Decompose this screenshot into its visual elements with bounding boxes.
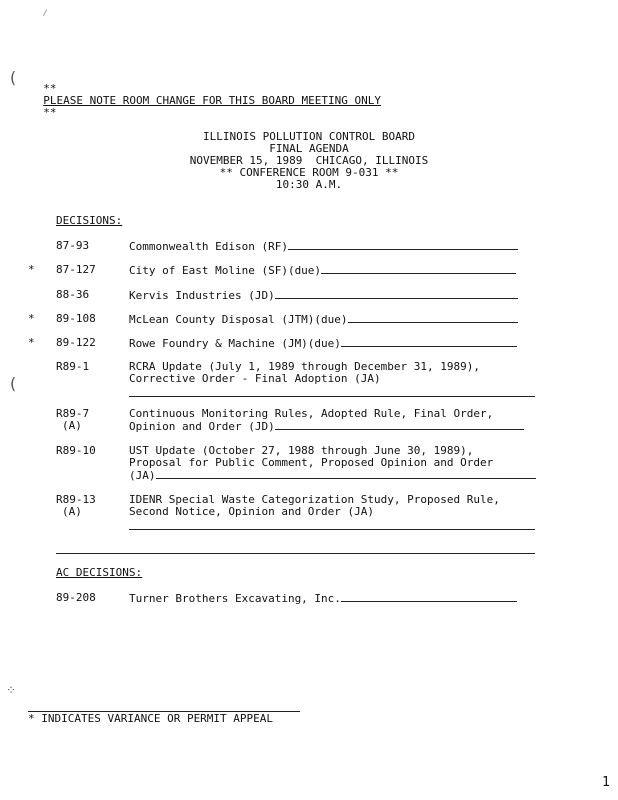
docket-description: City of East Moline (SF)(due) [129, 264, 516, 277]
scan-mark-top: ⁄ [42, 8, 49, 19]
docket-description: Rowe Foundry & Machine (JM)(due) [129, 337, 517, 350]
signature-line [129, 529, 535, 530]
docket-description-cont: Second Notice, Opinion and Order (JA) [129, 505, 375, 518]
docket-description: RCRA Update (July 1, 1989 through December 31, 1989), [129, 360, 480, 373]
docket-description: McLean County Disposal (JTM)(due) [129, 313, 518, 326]
docket-description: IDENR Special Waste Categorization Study, Proposed Rule, [129, 493, 500, 506]
notice-stars-left: ** [43, 82, 57, 95]
docket-sub: (A) [62, 505, 82, 518]
variance-star: * [28, 263, 35, 276]
docket-description: UST Update (October 27, 1988 through June 30, 1989), [129, 444, 474, 457]
docket-description-cont: (JA) [129, 469, 536, 482]
docket-number: R89-1 [56, 360, 90, 373]
docket-description: Continuous Monitoring Rules, Adopted Rule, Final Order, [129, 407, 494, 420]
docket-number: R89-10 [56, 444, 96, 457]
meeting-date-location: NOVEMBER 15, 1989 CHICAGO, ILLINOIS [189, 154, 429, 167]
notice-line [30, 71, 381, 119]
page-mark: 1 [602, 775, 610, 790]
room-change-notice: PLEASE NOTE ROOM CHANGE FOR THIS BOARD MEETING ONLY [43, 94, 382, 107]
scan-mark-left-2: ( [8, 374, 18, 393]
variance-star: * [28, 312, 35, 325]
docket-number: 87-93 [56, 239, 90, 252]
docket-number: 88-36 [56, 288, 90, 301]
docket-description-cont: Opinion and Order (JD) [129, 420, 524, 433]
docket-sub: (A) [62, 419, 82, 432]
scan-mark-left-1: ( [8, 68, 18, 87]
conference-room: ** CONFERENCE ROOM 9-031 ** [219, 166, 399, 179]
docket-number: R89-7 [56, 407, 90, 420]
board-name: ILLINOIS POLLUTION CONTROL BOARD [203, 130, 415, 143]
variance-footnote: * INDICATES VARIANCE OR PERMIT APPEAL [28, 712, 274, 725]
meeting-time: 10:30 A.M. [275, 178, 343, 191]
notice-stars-right: ** [43, 106, 57, 119]
docket-number: 89-108 [56, 312, 96, 325]
decisions-heading: DECISIONS: [56, 214, 123, 227]
docket-description-cont: Proposal for Public Comment, Proposed Opinion and Order [129, 456, 494, 469]
section-divider [56, 553, 535, 554]
docket-number: 89-208 [56, 591, 96, 604]
docket-number: 87-127 [56, 263, 96, 276]
docket-description-cont: Corrective Order - Final Adoption (JA) [129, 372, 381, 385]
signature-line [129, 396, 535, 397]
docket-number: 89-122 [56, 336, 96, 349]
ac-decisions-heading: AC DECISIONS: [56, 566, 143, 579]
scan-mark-left-3: ⁘ [6, 683, 17, 697]
docket-description: Turner Brothers Excavating, Inc. [129, 592, 517, 605]
docket-number: R89-13 [56, 493, 96, 506]
docket-description: Commonwealth Edison (RF) [129, 240, 518, 253]
docket-description: Kervis Industries (JD) [129, 289, 518, 302]
agenda-type: FINAL AGENDA [269, 142, 349, 155]
variance-star: * [28, 336, 35, 349]
